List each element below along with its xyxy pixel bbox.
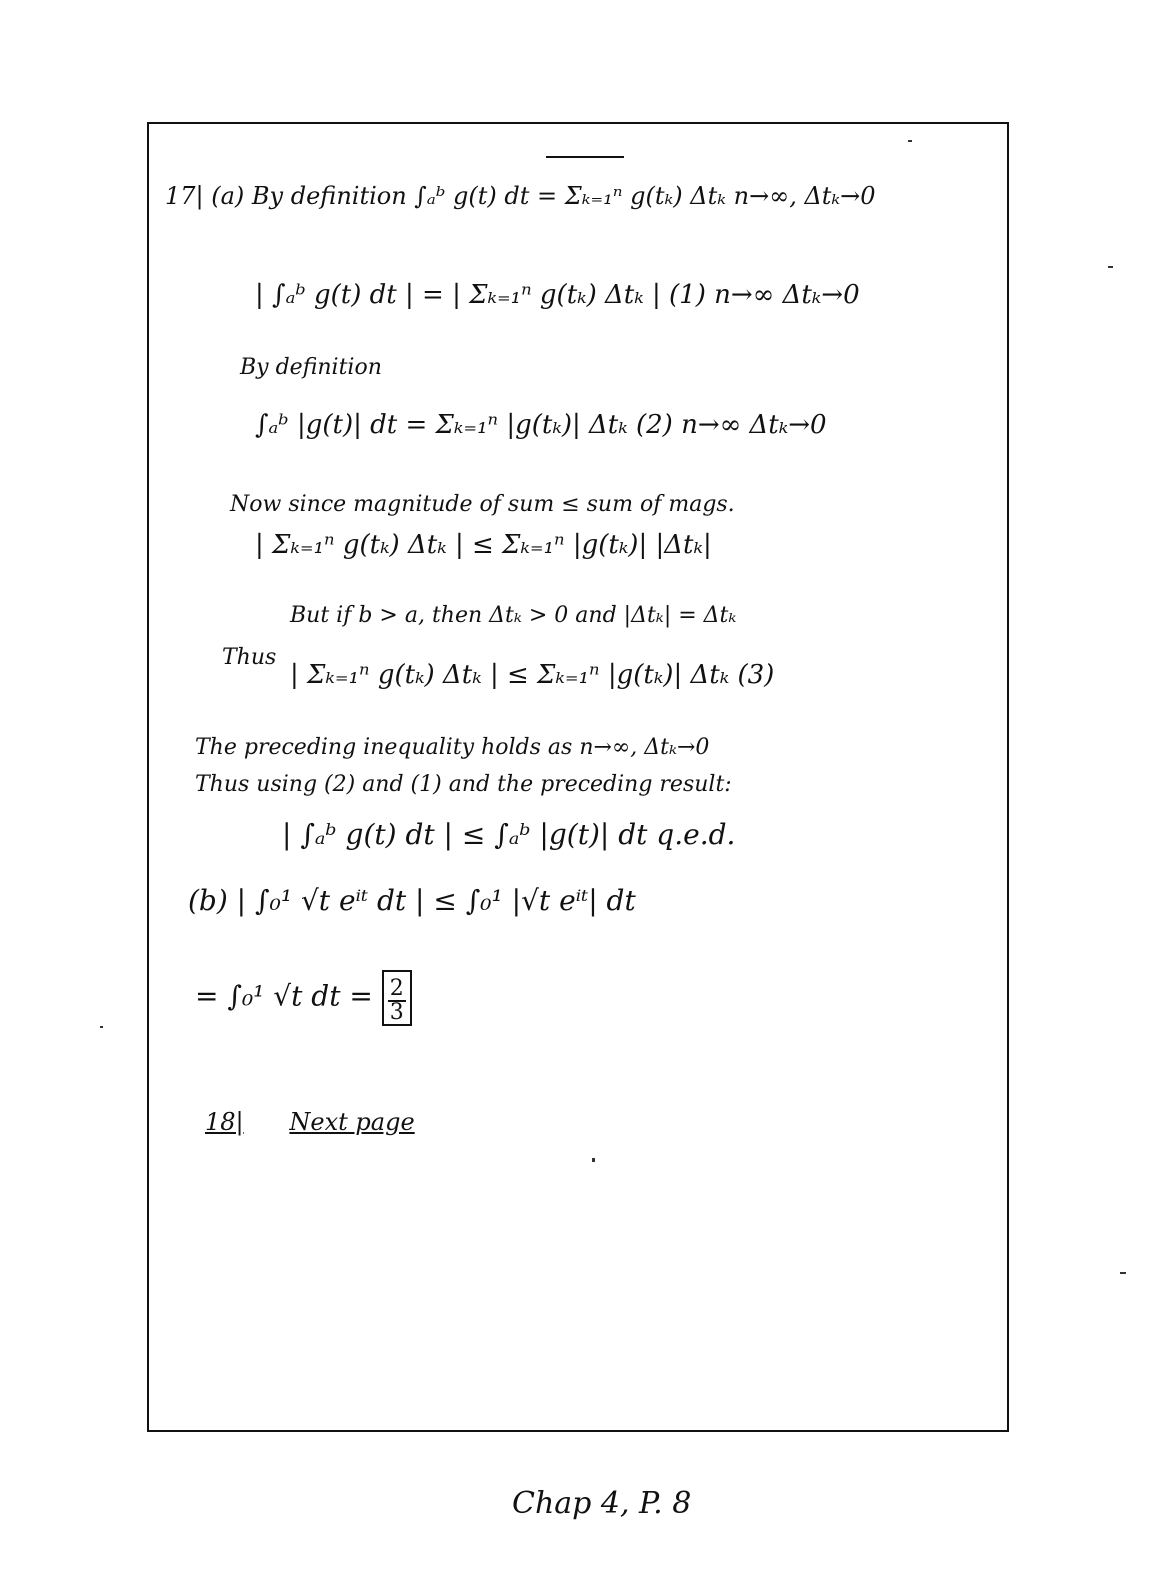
equation-1: | ∫ₐᵇ g(t) dt | = | Σₖ₌₁ⁿ g(tₖ) Δtₖ | (1) n→∞ Δtₖ→0 [255,280,860,310]
equation-3: | Σₖ₌₁ⁿ g(tₖ) Δtₖ | ≤ Σₖ₌₁ⁿ |g(tₖ)| Δtₖ (3) [290,660,775,690]
top-dash-mark [546,156,624,158]
speck-mark [592,1158,595,1162]
conclusion-intro: Thus using (2) and (1) and the preceding result: [195,772,732,797]
triangle-inequality: | Σₖ₌₁ⁿ g(tₖ) Δtₖ | ≤ Σₖ₌₁ⁿ |g(tₖ)| |Δtₖ| [255,530,712,560]
thus-label: Thus [222,645,277,670]
integral-inequality-result: | ∫ₐᵇ g(t) dt | ≤ ∫ₐᵇ |g(t)| dt q.e.d. [282,818,736,851]
magnitude-statement: Now since magnitude of sum ≤ sum of mags. [230,492,735,517]
part-b-result [195,970,412,1026]
answer-fraction [388,978,406,1024]
limit-statement: The preceding inequality holds as n→∞, Δtₖ→0 [195,735,710,760]
speck-mark [100,1026,103,1028]
by-definition-label: By definition [240,355,382,380]
page-footer: Chap 4, P. 8 [512,1486,692,1521]
speck-mark [908,140,912,142]
speck-mark [1120,1272,1126,1274]
condition-statement: But if b > a, then Δtₖ > 0 and |Δtₖ| = Δtₖ [290,603,737,628]
problem-18-line [205,1108,415,1136]
equation-2: ∫ₐᵇ |g(t)| dt = Σₖ₌₁ⁿ |g(tₖ)| Δtₖ (2) n→∞ Δtₖ→0 [255,410,827,440]
answer-numerator: 2 [389,976,404,1001]
part-b-inequality: (b) | ∫₀¹ √t eⁱᵗ dt | ≤ ∫₀¹ |√t eⁱᵗ| dt [188,884,636,917]
answer-denominator: 3 [389,1000,404,1025]
boxed-answer [382,970,412,1026]
speck-mark [1108,266,1113,268]
next-page-note: Next page [289,1108,415,1136]
problem-17-line: 17| (a) By definition ∫ₐᵇ g(t) dt = Σₖ₌₁ⁿ g(tₖ) Δtₖ n→∞, Δtₖ→0 [165,182,876,210]
part-b-result-text: = ∫₀¹ √t dt = [195,979,373,1013]
problem-18-number: 18| [205,1108,244,1136]
